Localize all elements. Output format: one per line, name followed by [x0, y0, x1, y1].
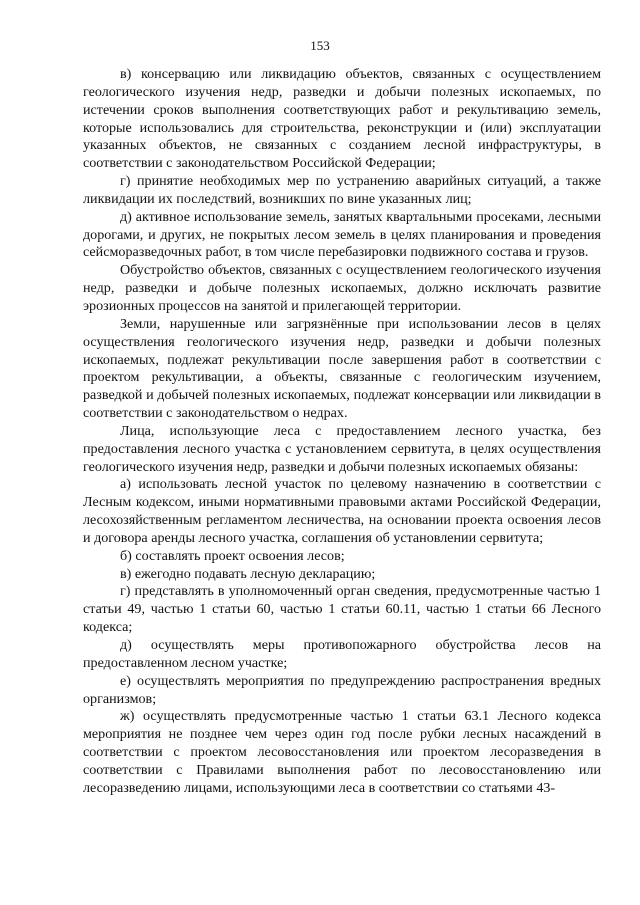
- paragraph-obligations-intro: Лица, использующие леса с предоставлением лесного участка, без предоставления лесного участка с установлением сервитута, в целях осуществления геологического изучения недр, разведки и добычи полезных ископаемых обязаны:: [83, 422, 601, 475]
- paragraph-erosion-prevention: Обустройство объектов, связанных с осуществлением геологического изучения недр, разведки и добыче полезных ископаемых, должно исключать развитие эрозионных процессов на занятой и прилегающей территории.: [83, 262, 601, 314]
- paragraph-a-target-use: а) использовать лесной участок по целевому назначению в соответствии с Лесным кодексом, иными нормативными правовыми актами Российской Федерации, лесохозяйственным регламентом лесничества, на основании проекта освоения лесов и договора аренды лесного участка, соглашения об установлении сервитута;: [83, 476, 601, 546]
- paragraph-g-emergency-measures: г) принятие необходимых мер по устранению аварийных ситуаций, а также ликвидации их последствий, возникших по вине указанных лиц;: [83, 173, 601, 207]
- paragraph-b-forest-project: б) составлять проект освоения лесов;: [120, 547, 345, 564]
- document-body: [83, 66, 601, 798]
- paragraph-zh-reforestation: ж) осуществлять предусмотренные частью 1 статьи 63.1 Лесного кодекса мероприятия не позднее чем через один год после рубки лесных насаждений в соответствии с проектом лесовосстановления или проектом лесоразведения в соответствии с Правилами выполнения работ по лесовосстановлению или лесоразведению лицами, использующими леса в соответствии со статьями 43-: [83, 708, 601, 796]
- paragraph-v-forest-declaration: в) ежегодно подавать лесную декларацию;: [120, 565, 376, 582]
- paragraph-e-pest-prevention: е) осуществлять мероприятия по предупреждению распространения вредных организмов;: [83, 672, 601, 707]
- paragraph-v-conservation: в) консервацию или ликвидацию объектов, связанных с осуществлением геологического изучения недр, разведки и добычи полезных ископаемых, по истечении сроков выполнения соответствующих работ и рекультивацию земель, которые использовались для строительства, реконструкции и (или) эксплуатации указанных объектов, не связанных с созданием лесной инфраструктуры, в соответствии с законодательством Российской Федерации;: [83, 66, 601, 172]
- paragraph-d-land-use: д) активное использование земель, занятых квартальными просеками, лесными дорогами, и других, не покрытых лесом земель в целях планирования и проведения сейсморазведочных работ, в том числе перебазировки подвижного состава и грузов.: [83, 208, 601, 261]
- paragraph-land-recultivation: Земли, нарушенные или загрязнённые при использовании лесов в целях осуществления геологического изучения недр, разведки и добычи полезных ископаемых, подлежат рекультивации после завершения работ в соответствии с проектом рекультивации, а объекты, связанные с геологическим изучением, разведкой и добычей полезных ископаемых, подлежат консервации или ликвидации в соответствии с законодательством о недрах.: [83, 315, 601, 422]
- paragraph-g-report-information: г) представлять в уполномоченный орган сведения, предусмотренные частью 1 статьи 49, частью 1 статьи 60, частью 1 статьи 60.11, частью 1 статьи 66 Лесного кодекса;: [83, 583, 601, 636]
- page-number: 153: [310, 38, 330, 53]
- paragraph-d-fire-protection: д) осуществлять меры противопожарного обустройства лесов на предоставленном лесном участке;: [83, 637, 601, 671]
